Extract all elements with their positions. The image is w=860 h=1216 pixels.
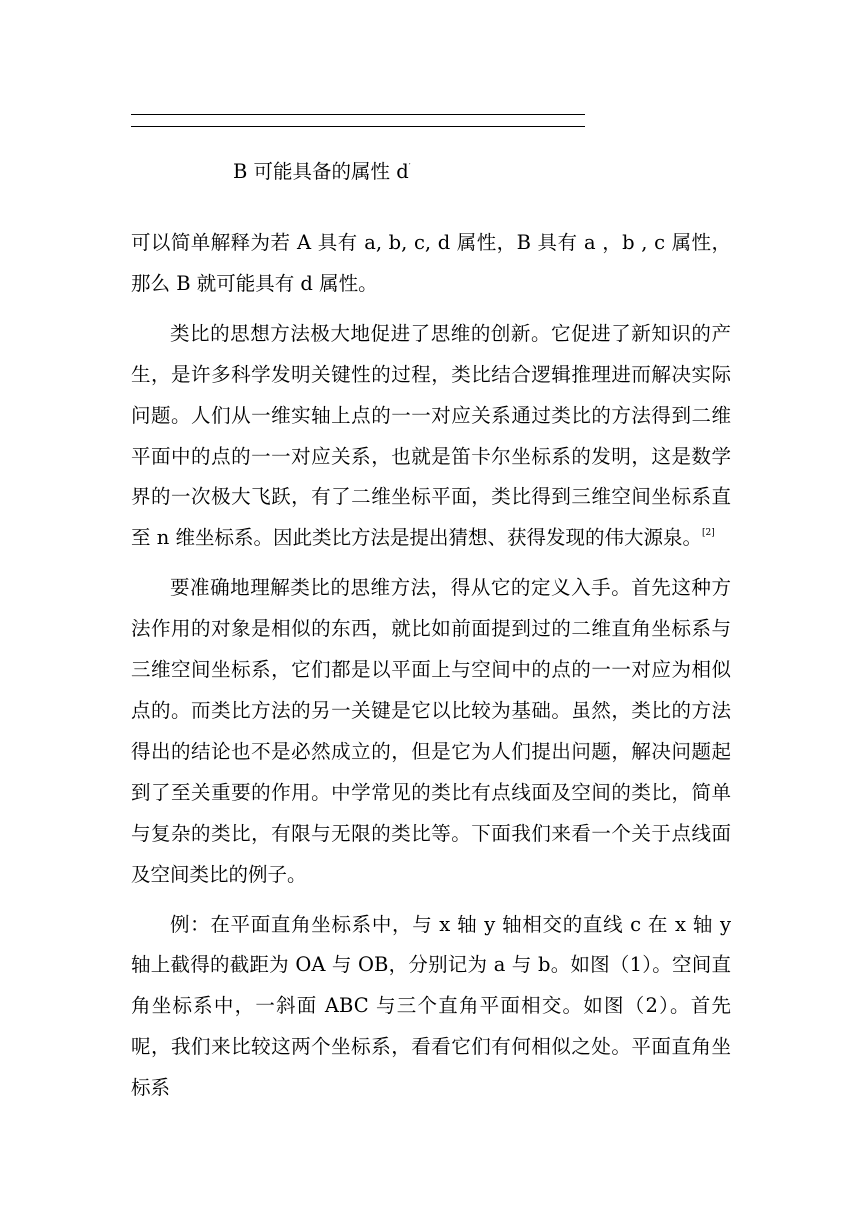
citation-ref: [2] <box>701 528 715 539</box>
formula-line <box>233 154 411 185</box>
paragraph-text: 要准确地理解类比的思维方法，得从它的定义入手。首先这种方法作用的对象是相似的东西，就比如前面提到过的二维直角坐标系与三维空间坐标系，它们都是以平面上与空间中的点的一一对应为相似点的。而类比方法的另一关键是它以比较为基础。虽然，类比的方法得出的结论也不是必然成立的，但是它为人们提出问题，解决问题起到了至关重要的作用。中学常见的类比有点线面及空间的类比，简单与复杂的类比，有限与无限的类比等。下面我们来看一个关于点线面及空间类比的例子。 <box>131 576 731 886</box>
formula-text: B 可能具备的属性 d <box>233 160 409 183</box>
prime-mark: ′ <box>408 162 411 171</box>
header-rule-bottom <box>131 126 585 127</box>
paragraph-text: 例：在平面直角坐标系中，与 x 轴 y 轴相交的直线 c 在 x 轴 y 轴上截得的截距为 OA 与 OB，分别记为 a 与 b。如图（1）。空间直角坐标系中，一斜面 ABC 与三个直角平面相交。如图（2）。首先呢，我们来比较这两个坐标系，看看它们有何相似之处。平面直角坐标系 <box>131 912 731 1100</box>
paragraph-text: 可以简单解释为若 A 具有 a, b, c, d 属性，B 具有 a ，b , c 属性，那么 B 就可能具有 d 属性。 <box>131 231 731 295</box>
body-text <box>131 223 731 1118</box>
paragraph-example <box>131 905 731 1110</box>
paragraph-analogy-innovation <box>131 314 731 559</box>
header-rule-top <box>131 114 585 115</box>
paragraph-definition <box>131 223 731 305</box>
paragraph-text: 类比的思想方法极大地促进了思维的创新。它促进了新知识的产生，是许多科学发明关键性的过程，类比结合逻辑推理进而解决实际问题。人们从一维实轴上点的一一对应关系通过类比的方法得到二维平面中的点的一一对应关系，也就是笛卡尔坐标系的发明，这是数学界的一次极大飞跃，有了二维坐标平面，类比得到三维空间坐标系直至 n 维坐标系。因此类比方法是提出猜想、获得发现的伟大源泉。 <box>131 321 731 550</box>
paragraph-understanding-analogy <box>131 568 731 895</box>
